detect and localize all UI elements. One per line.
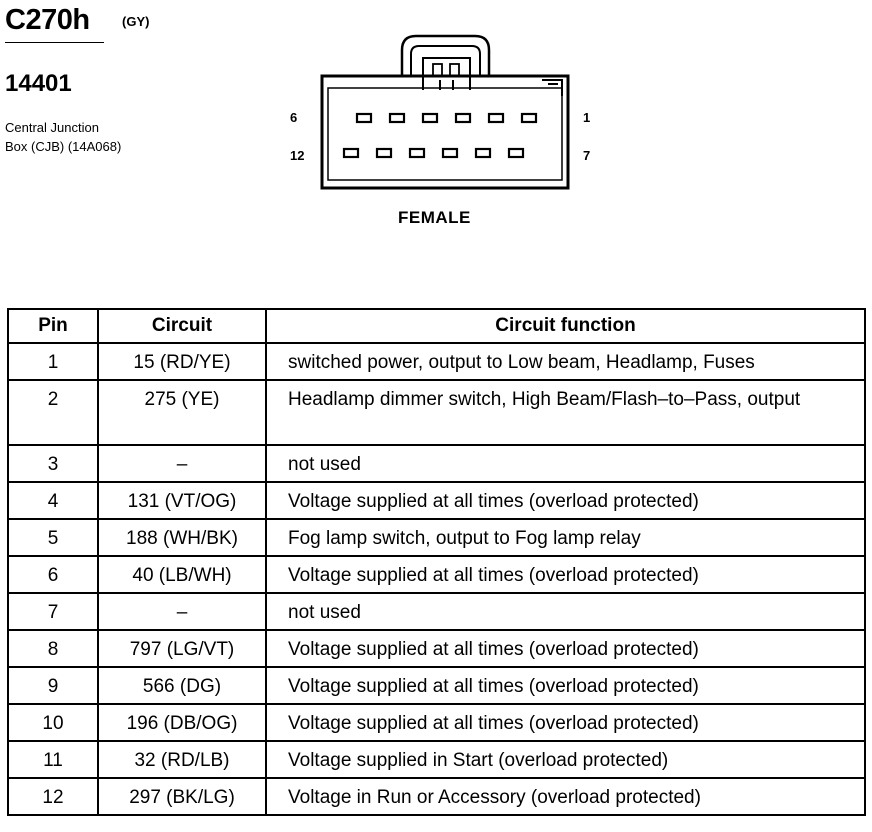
circuit-cell: 32 (RD/LB)	[98, 741, 266, 778]
location-line-2: Box (CJB) (14A068)	[5, 139, 122, 154]
pin-cell: 1	[8, 343, 98, 380]
pin-cell: 10	[8, 704, 98, 741]
function-cell: Voltage supplied at all times (overload protected)	[266, 482, 865, 519]
header-circuit-function: Circuit function	[266, 309, 865, 343]
connector-location	[5, 118, 175, 156]
pin-label-bottom-left: 12	[290, 148, 305, 163]
table-row	[8, 630, 865, 667]
pin-cell: 12	[8, 778, 98, 815]
circuit-cell: –	[98, 445, 266, 482]
function-cell: Voltage supplied at all times (overload protected)	[266, 630, 865, 667]
table-row	[8, 380, 865, 445]
circuit-cell: 566 (DG)	[98, 667, 266, 704]
pin-label-bottom-right: 7	[583, 148, 591, 163]
function-cell: switched power, output to Low beam, Headlamp, Fuses	[266, 343, 865, 380]
table-header-row	[8, 309, 865, 343]
pin-cell: 2	[8, 380, 98, 445]
function-cell: not used	[266, 445, 865, 482]
pin-cell: 3	[8, 445, 98, 482]
table-row	[8, 593, 865, 630]
function-cell: Voltage in Run or Accessory (overload protected)	[266, 778, 865, 815]
function-cell: not used	[266, 593, 865, 630]
circuit-cell: 40 (LB/WH)	[98, 556, 266, 593]
function-cell: Voltage supplied at all times (overload protected)	[266, 667, 865, 704]
connector-color-code: (GY)	[122, 14, 150, 29]
header-circuit: Circuit	[98, 309, 266, 343]
connector-face-diagram	[280, 28, 610, 203]
function-cell: Voltage supplied at all times (overload protected)	[266, 704, 865, 741]
pin-label-top-left: 6	[290, 110, 298, 125]
circuit-cell: 188 (WH/BK)	[98, 519, 266, 556]
connector-gender-label: FEMALE	[398, 208, 471, 227]
function-cell: Headlamp dimmer switch, High Beam/Flash–to–Pass, output	[266, 380, 865, 445]
part-number: 14401	[5, 70, 72, 97]
function-cell: Fog lamp switch, output to Fog lamp relay	[266, 519, 865, 556]
circuit-cell: 275 (YE)	[98, 380, 266, 445]
table-row	[8, 343, 865, 380]
table-row	[8, 667, 865, 704]
location-line-1: Central Junction	[5, 120, 99, 135]
pin-cell: 6	[8, 556, 98, 593]
circuit-cell: 196 (DB/OG)	[98, 704, 266, 741]
table-row	[8, 778, 865, 815]
circuit-cell: 131 (VT/OG)	[98, 482, 266, 519]
table-row	[8, 519, 865, 556]
pin-cell: 7	[8, 593, 98, 630]
circuit-cell: 797 (LG/VT)	[98, 630, 266, 667]
pin-cell: 11	[8, 741, 98, 778]
pin-cell: 4	[8, 482, 98, 519]
function-cell: Voltage supplied at all times (overload protected)	[266, 556, 865, 593]
circuit-cell: –	[98, 593, 266, 630]
table-row	[8, 482, 865, 519]
title-underline	[5, 42, 104, 43]
circuit-cell: 15 (RD/YE)	[98, 343, 266, 380]
table-row	[8, 704, 865, 741]
pin-cell: 8	[8, 630, 98, 667]
header-pin: Pin	[8, 309, 98, 343]
table-row	[8, 445, 865, 482]
table-row	[8, 556, 865, 593]
circuit-cell: 297 (BK/LG)	[98, 778, 266, 815]
table-row	[8, 741, 865, 778]
function-cell: Voltage supplied in Start (overload protected)	[266, 741, 865, 778]
pin-cell: 9	[8, 667, 98, 704]
pinout-table	[7, 308, 866, 816]
connector-title: C270h	[5, 4, 90, 36]
pin-label-top-right: 1	[583, 110, 591, 125]
pin-cell: 5	[8, 519, 98, 556]
